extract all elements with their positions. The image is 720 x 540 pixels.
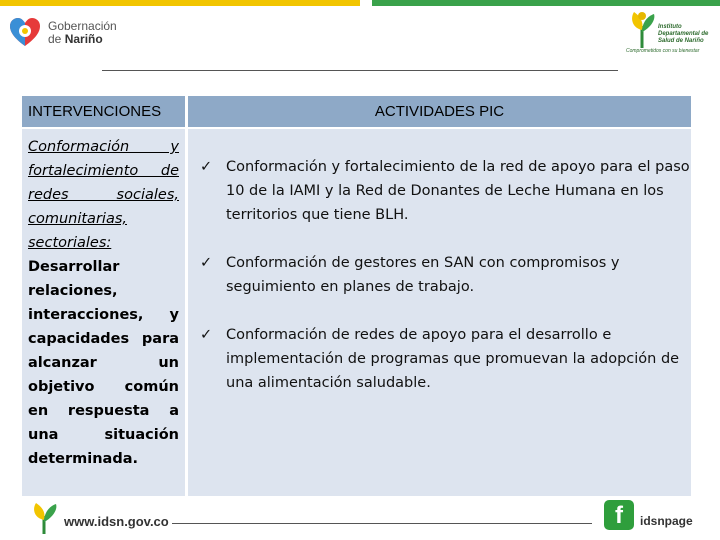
activity-item bbox=[200, 155, 690, 227]
activity-text: Conformación de gestores en SAN con compromisos y seguimiento en planes de trabajo. bbox=[226, 255, 620, 295]
checkmark-icon: ✓ bbox=[200, 159, 213, 175]
idsn-logo bbox=[626, 8, 712, 56]
top-color-bar bbox=[0, 0, 720, 6]
footer-plant-icon bbox=[30, 500, 60, 534]
intervention-description: Desarrollar relaciones, interacciones, y capacidades para alcanzar un objetivo común en respuesta a una situación determinada. bbox=[28, 259, 179, 467]
footer-divider bbox=[172, 523, 592, 524]
activity-text: Conformación y fortalecimiento de la red de apoyo para el paso 10 de la IAMI y la Red de Donantes de Leche Humana en los territorios que tiene BLH. bbox=[226, 159, 690, 223]
social-handle[interactable]: idsnpage bbox=[640, 514, 693, 528]
col-header-intervenciones: INTERVENCIONES bbox=[22, 96, 185, 127]
activity-item bbox=[200, 251, 690, 299]
idsn-logo-slogan: Comprometidos con su bienestar bbox=[626, 48, 700, 54]
heart-logo-icon bbox=[8, 16, 42, 50]
col-header-actividades: ACTIVIDADES PIC bbox=[188, 96, 691, 127]
gobernacion-line2-prefix: de bbox=[48, 32, 65, 46]
intervention-cell bbox=[22, 129, 185, 496]
activity-text: Conformación de redes de apoyo para el desarrollo e implementación de programas que promuevan la adopción de una alimentación saludable. bbox=[226, 327, 680, 391]
gobernacion-line2-bold: Nariño bbox=[64, 32, 103, 46]
intervention-title: Conformación y fortalecimiento de redes sociales, comunitarias, sectoriales: bbox=[28, 139, 179, 251]
idsn-logo-text: Instituto Departamental de Salud de Nariño bbox=[658, 24, 709, 44]
website-link[interactable]: www.idsn.gov.co bbox=[64, 514, 169, 529]
checkmark-icon: ✓ bbox=[200, 255, 213, 271]
checkmark-icon: ✓ bbox=[200, 327, 213, 343]
gobernacion-logo bbox=[8, 16, 117, 50]
activity-item bbox=[200, 323, 690, 395]
gobernacion-line1: Gobernación bbox=[48, 19, 117, 33]
interventions-table bbox=[22, 96, 691, 496]
divider-line bbox=[102, 70, 618, 71]
idsn-plant-icon bbox=[628, 8, 658, 48]
facebook-icon[interactable]: f bbox=[604, 500, 634, 530]
activities-cell bbox=[188, 129, 691, 496]
